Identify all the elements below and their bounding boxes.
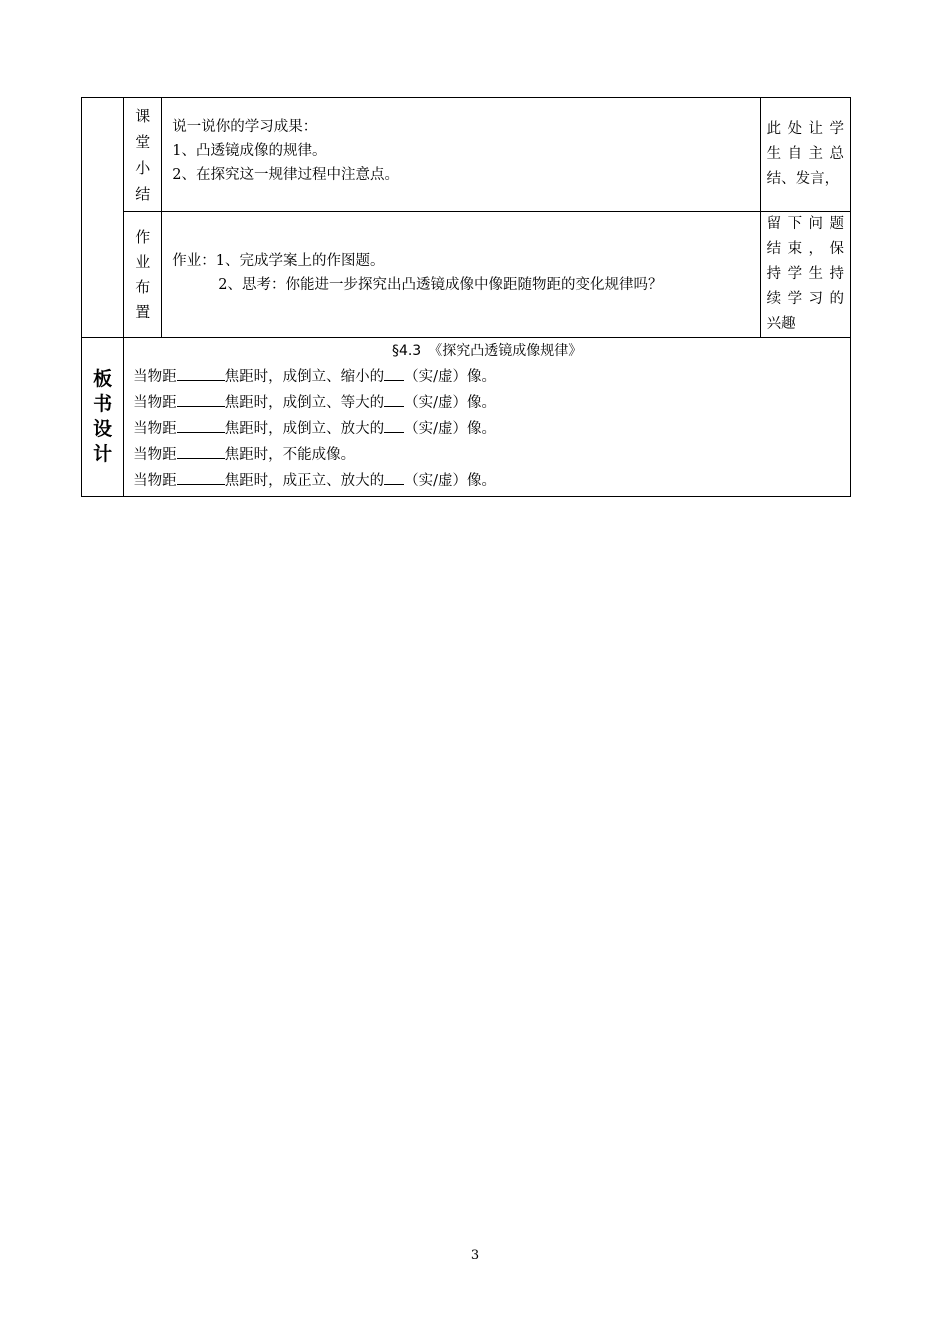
board-design-label [82, 338, 124, 497]
fill-blank [384, 468, 404, 485]
left-blank-cell [82, 98, 124, 338]
board-line-suffix: （实/虚）像。 [404, 395, 497, 411]
homework-label-char: 作 [135, 227, 151, 246]
homework-label-char: 业 [135, 252, 151, 271]
homework-note-line: 兴趣 [766, 316, 796, 332]
board-line [133, 364, 841, 390]
fill-blank [384, 390, 404, 407]
summary-note-line: 生自主总 [766, 146, 844, 162]
board-line-prefix: 当物距 [133, 421, 177, 437]
fill-blank [384, 364, 404, 381]
homework-row [82, 212, 851, 338]
board-line-suffix: （实/虚）像。 [404, 369, 497, 385]
summary-label-char: 小 [135, 158, 151, 177]
fill-blank [177, 416, 225, 433]
summary-label [124, 98, 162, 212]
fill-blank [177, 390, 225, 407]
homework-note [760, 212, 850, 338]
board-line [133, 442, 841, 468]
board-line-middle: 焦距时，成倒立、等大的 [224, 395, 385, 411]
summary-row [82, 98, 851, 212]
homework-label-char: 布 [135, 277, 151, 296]
board-line [133, 390, 841, 416]
board-line-middle: 焦距时，成正立、放大的 [224, 473, 385, 489]
board-label-char: 书 [93, 393, 113, 415]
board-line-suffix: （实/虚）像。 [404, 473, 497, 489]
board-line-middle: 焦距时，成倒立、缩小的 [224, 369, 385, 385]
summary-label-char: 结 [135, 184, 151, 203]
board-title: §4.3 《探究凸透镜成像规律》 [391, 343, 583, 359]
board-line-middle: 焦距时，不能成像。 [224, 447, 356, 463]
fill-blank [177, 364, 225, 381]
homework-note-line: 持学生持 [766, 266, 844, 282]
homework-label [124, 212, 162, 338]
summary-note-line: 结、发言， [766, 171, 840, 187]
fill-blank [177, 468, 225, 485]
homework-label-char: 置 [135, 302, 151, 321]
summary-note [760, 98, 850, 212]
summary-line: 说一说你的学习成果： [172, 118, 318, 135]
summary-line: 1、凸透镜成像的规律。 [172, 142, 327, 159]
board-line [133, 468, 841, 494]
summary-content [162, 98, 760, 212]
board-line-prefix: 当物距 [133, 395, 177, 411]
homework-line: 2、思考：你能进一步探究出凸透镜成像中像距随物距的变化规律吗？ [218, 276, 663, 293]
summary-label-char: 课 [135, 106, 151, 125]
summary-label-char: 堂 [135, 132, 151, 151]
homework-line: 作业：1、完成学案上的作图题。 [172, 252, 385, 269]
board-line-prefix: 当物距 [133, 473, 177, 489]
board-label-char: 计 [93, 443, 113, 465]
summary-line: 2、在探究这一规律过程中注意点。 [172, 166, 400, 183]
fill-blank [384, 416, 404, 433]
homework-content [162, 212, 760, 338]
board-line-middle: 焦距时，成倒立、放大的 [224, 421, 385, 437]
page-number: 3 [470, 1248, 480, 1263]
lesson-plan-table [81, 97, 851, 497]
fill-blank [177, 442, 225, 459]
board-label-char: 设 [93, 418, 113, 440]
board-design-row [82, 338, 851, 497]
homework-note-line: 结束，保 [766, 241, 844, 257]
board-label-char: 板 [93, 368, 113, 390]
homework-note-line: 留下问题 [766, 216, 844, 232]
board-line [133, 416, 841, 442]
board-line-prefix: 当物距 [133, 369, 177, 385]
board-design-content [124, 338, 851, 497]
homework-note-line: 续学习的 [766, 291, 844, 307]
board-line-suffix: （实/虚）像。 [404, 421, 497, 437]
board-line-prefix: 当物距 [133, 447, 177, 463]
summary-note-line: 此处让学 [766, 121, 844, 137]
